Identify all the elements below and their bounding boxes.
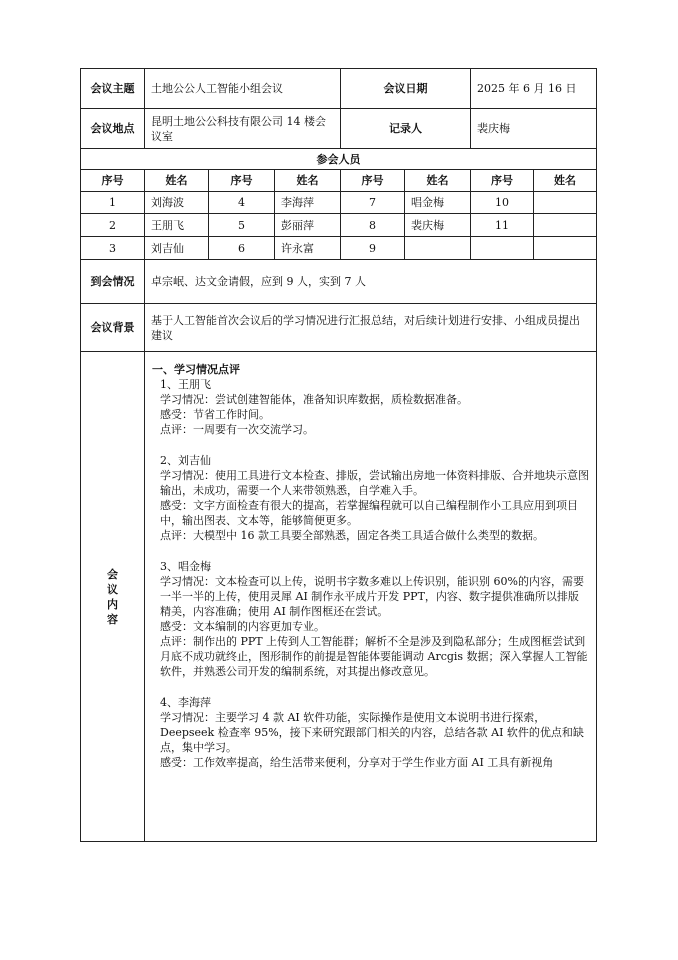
attendees-title-row (81, 149, 597, 170)
table-cell: 4 (209, 192, 275, 214)
topic-value: 土地公公人工智能小组会议 (145, 69, 341, 109)
header-cell: 姓名 (275, 170, 341, 192)
table-cell (405, 237, 471, 260)
entry-line: 感受：工作效率提高，给生活带来便利，分享对于学生作业方面 AI 工具有新视角 (160, 756, 554, 769)
table-cell: 彭丽萍 (275, 214, 341, 237)
topic-row (81, 69, 597, 109)
topic-label: 会议主题 (81, 69, 145, 109)
section-title: 一、学习情况点评 (152, 363, 240, 376)
attendance-row (81, 260, 597, 304)
entry-line: 感受：文字方面检查有很大的提高，若掌握编程就可以自己编程制作小工具应用到项目中，输出图表、文本等，能够简便更多。 (160, 499, 578, 527)
background-value: 基于人工智能首次会议后的学习情况进行汇报总结，对后续计划进行安排、小组成员提出建议 (145, 304, 597, 352)
entry-heading: 2、刘吉仙 (160, 454, 211, 467)
entry-line: 学习情况：文本检查可以上传，说明书字数多难以上传识别，能识别 60%的内容，需要一半一半的上传，使用灵犀 AI 制作永平成片开发 PPT，内容、数字提供准确所以排版精美，内容准确；使用 AI 制作图框还在尝试。 (160, 575, 584, 618)
table-cell: 裴庆梅 (405, 214, 471, 237)
table-cell: 1 (81, 192, 145, 214)
content-label-char: 会 (107, 567, 118, 581)
minutes-table (80, 68, 597, 842)
content-row (81, 352, 597, 842)
header-cell: 序号 (341, 170, 405, 192)
date-value: 2025 年 6 月 16 日 (471, 69, 597, 109)
date-label: 会议日期 (341, 69, 471, 109)
content-label-char: 议 (107, 582, 118, 596)
header-cell: 姓名 (145, 170, 209, 192)
location-row (81, 109, 597, 149)
header-cell: 序号 (471, 170, 534, 192)
entry-line: 感受：节省工作时间。 (160, 408, 270, 421)
table-cell: 10 (471, 192, 534, 214)
table-cell: 9 (341, 237, 405, 260)
entry-heading: 3、唱金梅 (160, 560, 211, 573)
header-cell: 姓名 (405, 170, 471, 192)
attendees-title: 参会人员 (81, 149, 597, 170)
background-row (81, 304, 597, 352)
table-cell (534, 192, 597, 214)
entry-line: 学习情况：主要学习 4 款 AI 软件功能，实际操作是使用文本说明书进行探索，Deepseek 检查率 95%，接下来研究跟部门相关的内容，总结各款 AI 软件的优点和缺点，集中学习。 (160, 711, 584, 754)
table-row (81, 237, 597, 260)
table-cell: 2 (81, 214, 145, 237)
entry-line: 学习情况：尝试创建智能体，准备知识库数据，质检数据准备。 (160, 393, 468, 406)
table-cell: 7 (341, 192, 405, 214)
table-row (81, 214, 597, 237)
table-row (81, 192, 597, 214)
table-cell (534, 214, 597, 237)
table-cell: 唱金梅 (405, 192, 471, 214)
entry-line: 学习情况：使用工具进行文本检查、排版，尝试输出房地一体资料排版、合并地块示意图输出，未成功，需要一个人来带领熟悉，自学难入手。 (160, 469, 589, 497)
attendance-label: 到会情况 (81, 260, 145, 304)
table-cell: 11 (471, 214, 534, 237)
table-cell: 王朋飞 (145, 214, 209, 237)
entry-line: 点评：制作出的 PPT 上传到人工智能群；解析不全是涉及到隐私部分；生成图框尝试到月底不成功就终止，图形制作的前提是智能体要能调动 Arcgis 数据；深入掌握人工智能软件，并熟悉公司开发的编制系统，对其提出修改意见。 (160, 635, 588, 678)
content-label (81, 352, 145, 842)
meeting-minutes-document (80, 68, 596, 842)
table-cell: 李海萍 (275, 192, 341, 214)
content-body (145, 352, 597, 842)
entry-heading: 4、李海萍 (160, 696, 211, 709)
table-cell: 3 (81, 237, 145, 260)
entry-line: 感受：文本编制的内容更加专业。 (160, 620, 325, 633)
header-cell: 姓名 (534, 170, 597, 192)
table-cell: 8 (341, 214, 405, 237)
table-cell: 刘吉仙 (145, 237, 209, 260)
location-value: 昆明土地公公科技有限公司 14 楼会议室 (145, 109, 341, 149)
content-label-char: 容 (107, 612, 118, 626)
table-cell: 5 (209, 214, 275, 237)
location-label: 会议地点 (81, 109, 145, 149)
content-label-char: 内 (107, 597, 118, 611)
entry-line: 点评：大模型中 16 款工具要全部熟悉，固定各类工具适合做什么类型的数据。 (160, 529, 544, 542)
table-cell (471, 237, 534, 260)
table-cell: 6 (209, 237, 275, 260)
entry-line: 点评：一周要有一次交流学习。 (160, 423, 314, 436)
entry-heading: 1、王朋飞 (160, 378, 211, 391)
attendees-header-row (81, 170, 597, 192)
recorder-value: 裴庆梅 (471, 109, 597, 149)
table-cell: 许永富 (275, 237, 341, 260)
table-cell: 刘海波 (145, 192, 209, 214)
recorder-label: 记录人 (341, 109, 471, 149)
header-cell: 序号 (81, 170, 145, 192)
background-label: 会议背景 (81, 304, 145, 352)
table-cell (534, 237, 597, 260)
header-cell: 序号 (209, 170, 275, 192)
attendance-value: 卓宗岷、达文金请假，应到 9 人，实到 7 人 (145, 260, 597, 304)
